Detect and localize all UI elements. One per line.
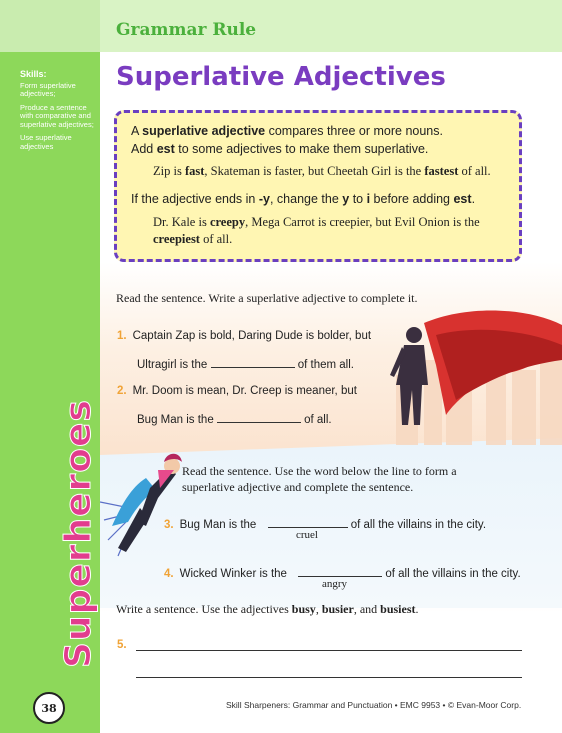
question-1-answer-row: Ultragirl is the of them all. [137, 359, 354, 371]
skill-item: Produce a sentence with comparative and superlative adjectives; [20, 102, 94, 129]
skills-panel [20, 70, 96, 156]
hint-word-3: cruel [296, 529, 318, 541]
rule-box [114, 110, 522, 262]
page-number: 38 [33, 692, 65, 724]
writing-line-2[interactable] [136, 677, 522, 678]
answer-blank-2[interactable] [217, 412, 301, 423]
rule-line-1: A superlative adjective compares three or more nouns. [131, 124, 443, 138]
question-3: 3. Bug Man is the of all the villains in the city. [164, 519, 487, 531]
answer-blank-1[interactable] [211, 357, 295, 368]
question-1: 1. Captain Zap is bold, Daring Dude is bolder, but [117, 330, 372, 342]
question-2: 2. Mr. Doom is mean, Dr. Creep is meaner, but [117, 385, 357, 397]
part2-instruction-line2: superlative adjective and complete the sentence. [182, 480, 414, 494]
vertical-title: Superheroes [58, 399, 99, 668]
question-2-answer-row: Bug Man is the of all. [137, 414, 332, 426]
rule-example-1: Zip is fast, Skateman is faster, but Cheetah Girl is the fastest of all. [153, 164, 491, 178]
part2-instruction-line1: Read the sentence. Use the word below the line to form a [182, 464, 457, 478]
answer-blank-4[interactable] [298, 566, 382, 577]
skill-item: Use superlative adjectives [20, 133, 72, 151]
part3-instruction: Write a sentence. Use the adjectives busy, busier, and busiest. [116, 602, 419, 616]
hint-word-4: angry [322, 578, 348, 590]
page-title: Superlative Adjectives [116, 62, 446, 92]
sidebar-top-band [0, 0, 100, 52]
section-label: Grammar Rule [116, 20, 257, 40]
answer-blank-3[interactable] [268, 517, 348, 528]
superhero-cape-illustration [376, 305, 562, 445]
rule-line-3: If the adjective ends in -y, change the y to i before adding est. [131, 192, 476, 206]
writing-line-1[interactable] [136, 650, 522, 651]
rule-line-2: Add est to some adjectives to make them superlative. [131, 142, 429, 156]
flying-heroine-illustration [100, 448, 190, 566]
part1-instruction: Read the sentence. Write a superlative adjective to complete it. [116, 291, 418, 305]
skills-title: Skills: [20, 69, 47, 79]
footer-credit: Skill Sharpeners: Grammar and Punctuation • EMC 9953 • © Evan-Moor Corp. [226, 700, 522, 710]
skill-item: Form superlative adjectives; [20, 80, 76, 98]
rule-example-2: Dr. Kale is creepy, Mega Carrot is creepier, but Evil Onion is the creepiest of all. [153, 215, 480, 246]
question-4: 4. Wicked Winker is the of all the villains in the city. [164, 568, 521, 580]
question-5: 5. [117, 639, 127, 651]
